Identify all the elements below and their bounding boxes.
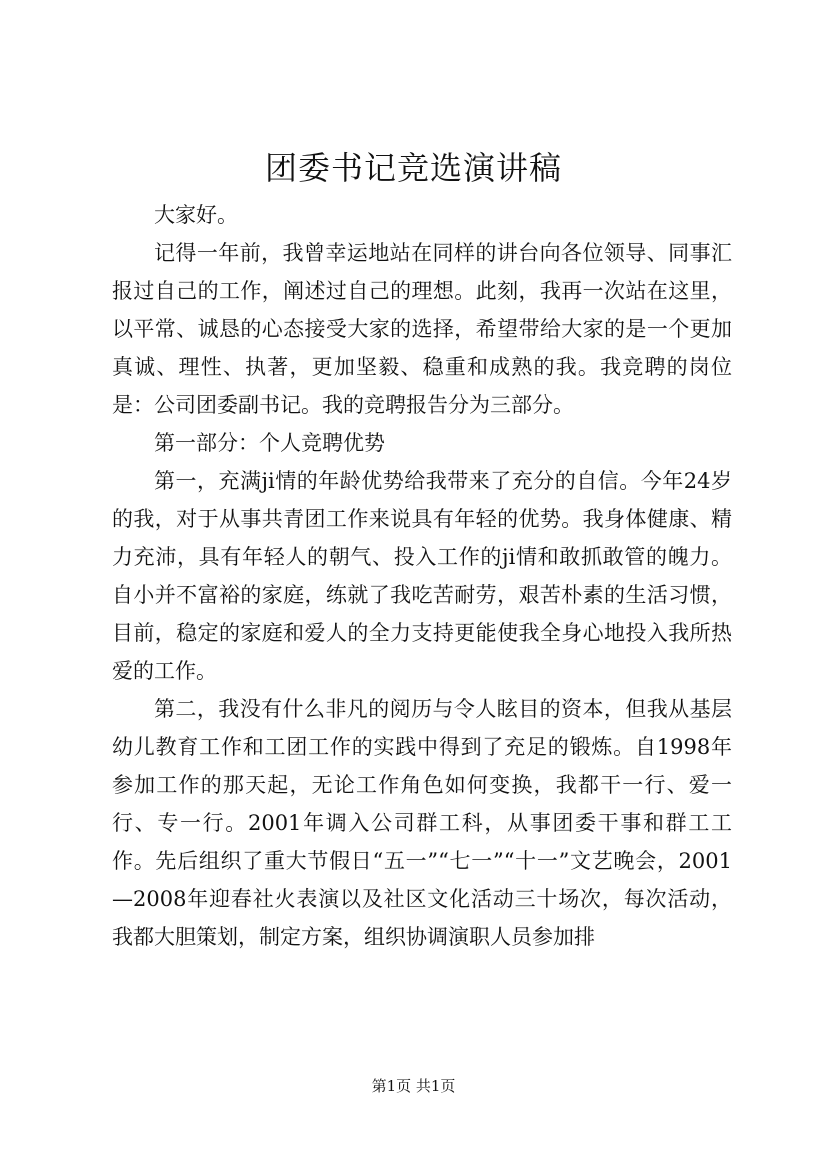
section-heading: 第一部分：个人竞聘优势 — [154, 431, 385, 455]
document-body — [112, 196, 732, 956]
page-footer: 第1页 共1页 — [371, 1077, 456, 1095]
paragraph-point-two: 第二，我没有什么非凡的阅历与令人眩目的资本，但我从基层幼儿教育工作和工团工作的实践中得到了充足的锻炼。自1998年参加工作的那天起，无论工作角色如何变换，我都干一行、爱一行、专一行。2001年调入公司群工科，从事团委干事和群工工作。先后组织了重大节假日“五一”“七一”“十一”文艺晚会，2001—2008年迎春社火表演以及社区文化活动三十场次，每次活动，我都大胆策划，制定方案，组织协调演职人员参加排 — [112, 697, 732, 949]
paragraph-point-one: 第一，充满ji情的年龄优势给我带来了充分的自信。今年24岁的我，对于从事共青团工作来说具有年轻的优势。我身体健康、精力充沛，具有年轻人的朝气、投入工作的ji情和敢抓敢管的魄力。自小并不富裕的家庭，练就了我吃苦耐劳，艰苦朴素的生活习惯，目前，稳定的家庭和爱人的全力支持更能使我全身心地投入我所热爱的工作。 — [112, 469, 732, 683]
document-title: 团委书记竞选演讲稿 — [264, 149, 562, 187]
paragraph-greeting: 大家好。 — [154, 203, 238, 227]
paragraph-intro: 记得一年前，我曾幸运地站在同样的讲台向各位领导、同事汇报过自己的工作，阐述过自己的理想。此刻，我再一次站在这里，以平常、诚恳的心态接受大家的选择，希望带给大家的是一个更加真诚、理性、执著，更加坚毅、稳重和成熟的我。我竞聘的岗位是：公司团委副书记。我的竞聘报告分为三部分。 — [112, 241, 732, 417]
